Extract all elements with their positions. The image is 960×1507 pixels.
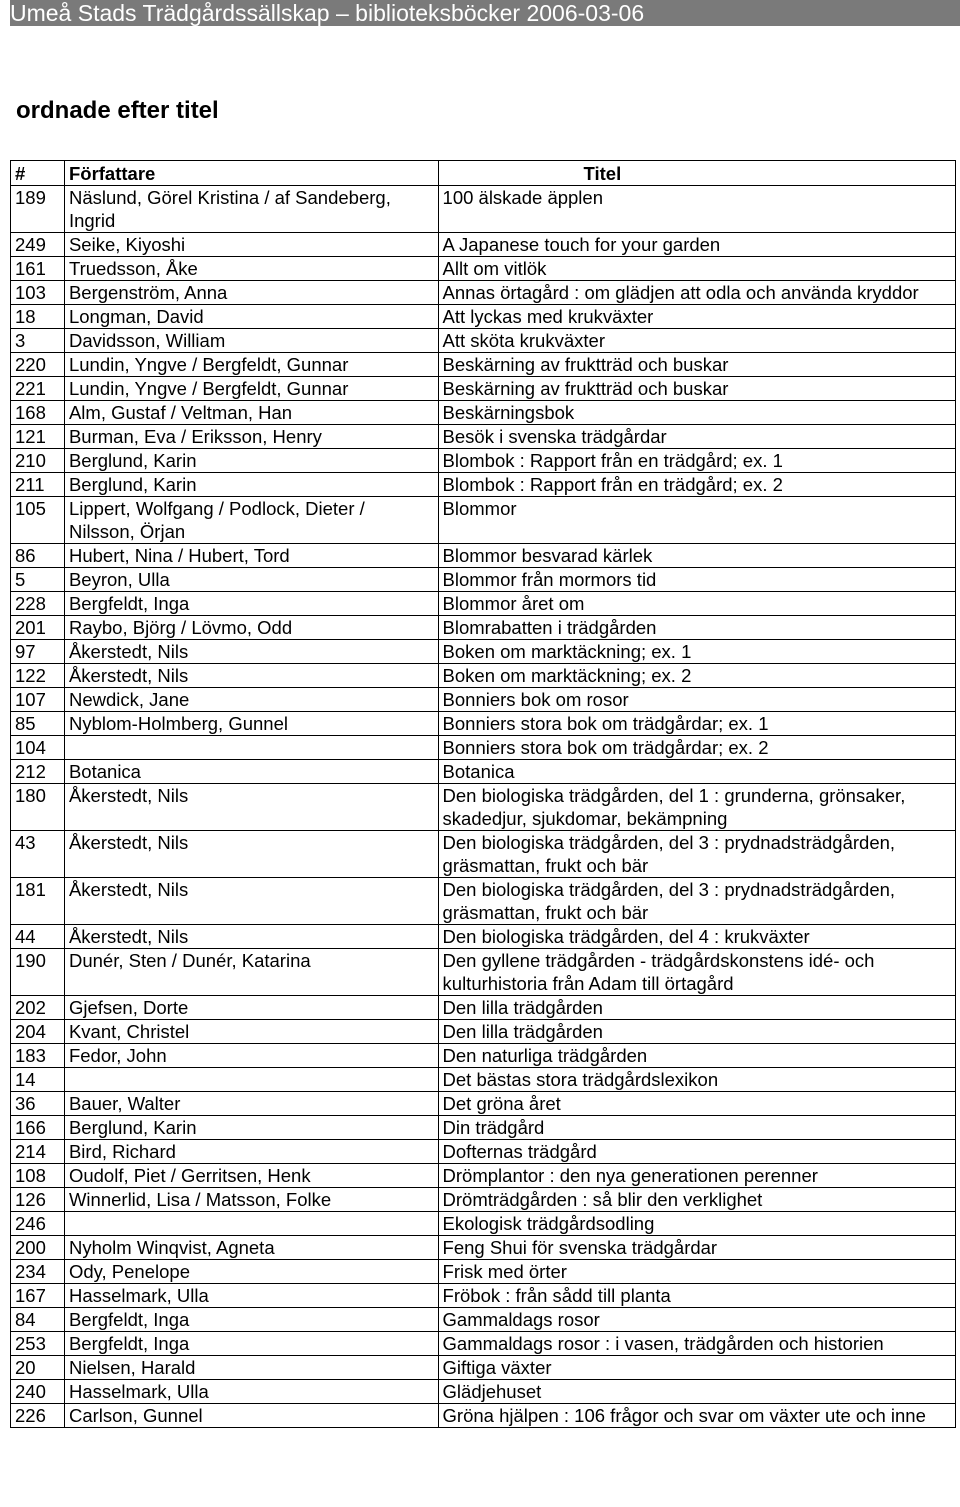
row-number: 167 — [11, 1284, 65, 1308]
column-header-number: # — [11, 161, 65, 186]
row-title: Den naturliga trädgården — [438, 1044, 955, 1068]
row-author: Åkerstedt, Nils — [64, 640, 438, 664]
row-title: Den biologiska trädgården, del 3 : prydnadsträdgården, gräsmattan, frukt och bär — [438, 878, 955, 925]
row-author: Åkerstedt, Nils — [64, 664, 438, 688]
row-title: Allt om vitlök — [438, 257, 955, 281]
row-number: 202 — [11, 996, 65, 1020]
row-author: Berglund, Karin — [64, 449, 438, 473]
row-author: Bergenström, Anna — [64, 281, 438, 305]
row-title: Beskärning av fruktträd och buskar — [438, 377, 955, 401]
row-title: Bonniers stora bok om trädgårdar; ex. 1 — [438, 712, 955, 736]
table-row — [11, 257, 956, 281]
row-title: Beskärning av fruktträd och buskar — [438, 353, 955, 377]
table-row — [11, 1260, 956, 1284]
table-row — [11, 1092, 956, 1116]
table-row — [11, 1308, 956, 1332]
table-row — [11, 1212, 956, 1236]
table-row — [11, 1044, 956, 1068]
table-row — [11, 425, 956, 449]
row-title: Blombok : Rapport från en trädgård; ex. 2 — [438, 473, 955, 497]
row-author: Kvant, Christel — [64, 1020, 438, 1044]
table-row — [11, 473, 956, 497]
row-title: Den biologiska trädgården, del 4 : krukväxter — [438, 925, 955, 949]
row-author: Ody, Penelope — [64, 1260, 438, 1284]
row-number: 20 — [11, 1356, 65, 1380]
row-author: Seike, Kiyoshi — [64, 233, 438, 257]
table-row — [11, 1332, 956, 1356]
row-number: 43 — [11, 831, 65, 878]
row-number: 214 — [11, 1140, 65, 1164]
row-title: Att lyckas med krukväxter — [438, 305, 955, 329]
row-title: Botanica — [438, 760, 955, 784]
table-row — [11, 1188, 956, 1212]
table-header-row — [11, 161, 956, 186]
row-author: Åkerstedt, Nils — [64, 878, 438, 925]
row-title: Gammaldags rosor : i vasen, trädgården och historien — [438, 1332, 955, 1356]
row-title: Den biologiska trädgården, del 3 : prydnadsträdgården, gräsmattan, frukt och bär — [438, 831, 955, 878]
row-title: Frisk med örter — [438, 1260, 955, 1284]
document-header — [10, 0, 960, 26]
row-number: 246 — [11, 1212, 65, 1236]
row-title: Att sköta krukväxter — [438, 329, 955, 353]
row-number: 84 — [11, 1308, 65, 1332]
row-author: Bergfeldt, Inga — [64, 1308, 438, 1332]
row-title: Annas örtagård : om glädjen att odla och använda kryddor — [438, 281, 955, 305]
row-title: Blommor året om — [438, 592, 955, 616]
row-number: 121 — [11, 425, 65, 449]
table-row — [11, 616, 956, 640]
row-title: Blomrabatten i trädgården — [438, 616, 955, 640]
section-title: ordnade efter titel — [16, 97, 219, 124]
row-number: 204 — [11, 1020, 65, 1044]
row-number: 240 — [11, 1380, 65, 1404]
table-row — [11, 1380, 956, 1404]
row-title: Bonniers stora bok om trädgårdar; ex. 2 — [438, 736, 955, 760]
row-author: Raybo, Björg / Lövmo, Odd — [64, 616, 438, 640]
row-number: 181 — [11, 878, 65, 925]
table-row — [11, 712, 956, 736]
row-author — [64, 1212, 438, 1236]
row-number: 85 — [11, 712, 65, 736]
row-number: 234 — [11, 1260, 65, 1284]
row-author: Berglund, Karin — [64, 473, 438, 497]
row-author: Lundin, Yngve / Bergfeldt, Gunnar — [64, 377, 438, 401]
row-number: 226 — [11, 1404, 65, 1428]
row-title: Beskärningsbok — [438, 401, 955, 425]
row-number: 97 — [11, 640, 65, 664]
table-row — [11, 1068, 956, 1092]
row-author: Lippert, Wolfgang / Podlock, Dieter / Nilsson, Örjan — [64, 497, 438, 544]
row-author — [64, 1068, 438, 1092]
row-number: 212 — [11, 760, 65, 784]
row-number: 107 — [11, 688, 65, 712]
row-author: Hasselmark, Ulla — [64, 1284, 438, 1308]
table-row — [11, 281, 956, 305]
row-title: 100 älskade äpplen — [438, 186, 955, 233]
row-title: Besök i svenska trädgårdar — [438, 425, 955, 449]
row-number: 14 — [11, 1068, 65, 1092]
row-author: Bergfeldt, Inga — [64, 1332, 438, 1356]
row-author: Nyblom-Holmberg, Gunnel — [64, 712, 438, 736]
table-row — [11, 497, 956, 544]
row-title: Gammaldags rosor — [438, 1308, 955, 1332]
row-author: Botanica — [64, 760, 438, 784]
table-row — [11, 760, 956, 784]
row-number: 253 — [11, 1332, 65, 1356]
row-number: 161 — [11, 257, 65, 281]
table-body — [11, 186, 956, 1428]
row-number: 105 — [11, 497, 65, 544]
row-author: Nielsen, Harald — [64, 1356, 438, 1380]
row-number: 228 — [11, 592, 65, 616]
table-row — [11, 1356, 956, 1380]
row-title: Det bästas stora trädgårdslexikon — [438, 1068, 955, 1092]
row-number: 108 — [11, 1164, 65, 1188]
row-author — [64, 736, 438, 760]
row-title: Blombok : Rapport från en trädgård; ex. 1 — [438, 449, 955, 473]
row-title: Den gyllene trädgården - trädgårdskonstens idé- och kulturhistoria från Adam till örtagård — [438, 949, 955, 996]
table-row — [11, 784, 956, 831]
table-row — [11, 736, 956, 760]
row-title: Drömträdgården : så blir den verklighet — [438, 1188, 955, 1212]
row-title: Ekologisk trädgårdsodling — [438, 1212, 955, 1236]
row-title: Blommor — [438, 497, 955, 544]
row-author: Åkerstedt, Nils — [64, 831, 438, 878]
row-number: 221 — [11, 377, 65, 401]
table-row — [11, 1140, 956, 1164]
row-number: 166 — [11, 1116, 65, 1140]
row-author: Truedsson, Åke — [64, 257, 438, 281]
row-number: 104 — [11, 736, 65, 760]
row-title: Blommor besvarad kärlek — [438, 544, 955, 568]
row-number: 200 — [11, 1236, 65, 1260]
table-row — [11, 305, 956, 329]
table-row — [11, 568, 956, 592]
row-number: 180 — [11, 784, 65, 831]
row-author: Oudolf, Piet / Gerritsen, Henk — [64, 1164, 438, 1188]
row-author: Carlson, Gunnel — [64, 1404, 438, 1428]
row-number: 36 — [11, 1092, 65, 1116]
row-author: Berglund, Karin — [64, 1116, 438, 1140]
row-number: 190 — [11, 949, 65, 996]
table-row — [11, 949, 956, 996]
row-number: 168 — [11, 401, 65, 425]
table-row — [11, 1020, 956, 1044]
row-title: Boken om marktäckning; ex. 1 — [438, 640, 955, 664]
row-author: Åkerstedt, Nils — [64, 925, 438, 949]
row-title: Boken om marktäckning; ex. 2 — [438, 664, 955, 688]
table-row — [11, 186, 956, 233]
row-title: Din trädgård — [438, 1116, 955, 1140]
row-number: 18 — [11, 305, 65, 329]
row-title: Feng Shui för svenska trädgårdar — [438, 1236, 955, 1260]
row-author: Nyholm Winqvist, Agneta — [64, 1236, 438, 1260]
row-author: Newdick, Jane — [64, 688, 438, 712]
row-title: A Japanese touch for your garden — [438, 233, 955, 257]
table-row — [11, 1116, 956, 1140]
row-title: Drömplantor : den nya generationen perenner — [438, 1164, 955, 1188]
table-row — [11, 377, 956, 401]
table-row — [11, 996, 956, 1020]
row-number: 126 — [11, 1188, 65, 1212]
row-author: Gjefsen, Dorte — [64, 996, 438, 1020]
table-row — [11, 1236, 956, 1260]
table-row — [11, 1404, 956, 1428]
row-author: Dunér, Sten / Dunér, Katarina — [64, 949, 438, 996]
row-author: Beyron, Ulla — [64, 568, 438, 592]
table-row — [11, 1164, 956, 1188]
row-number: 249 — [11, 233, 65, 257]
row-number: 44 — [11, 925, 65, 949]
row-author: Bird, Richard — [64, 1140, 438, 1164]
row-title: Fröbok : från sådd till planta — [438, 1284, 955, 1308]
row-number: 86 — [11, 544, 65, 568]
row-author: Fedor, John — [64, 1044, 438, 1068]
row-title: Den lilla trädgården — [438, 996, 955, 1020]
row-title: Det gröna året — [438, 1092, 955, 1116]
row-number: 211 — [11, 473, 65, 497]
row-author: Bauer, Walter — [64, 1092, 438, 1116]
row-number: 5 — [11, 568, 65, 592]
row-title: Den lilla trädgården — [438, 1020, 955, 1044]
row-title: Bonniers bok om rosor — [438, 688, 955, 712]
row-author: Lundin, Yngve / Bergfeldt, Gunnar — [64, 353, 438, 377]
row-author: Åkerstedt, Nils — [64, 784, 438, 831]
table-row — [11, 353, 956, 377]
row-author: Bergfeldt, Inga — [64, 592, 438, 616]
table-row — [11, 664, 956, 688]
row-number: 210 — [11, 449, 65, 473]
table-row — [11, 640, 956, 664]
row-author: Winnerlid, Lisa / Matsson, Folke — [64, 1188, 438, 1212]
row-author: Alm, Gustaf / Veltman, Han — [64, 401, 438, 425]
row-number: 183 — [11, 1044, 65, 1068]
row-title: Giftiga växter — [438, 1356, 955, 1380]
row-number: 189 — [11, 186, 65, 233]
table-row — [11, 878, 956, 925]
row-number: 122 — [11, 664, 65, 688]
row-number: 220 — [11, 353, 65, 377]
row-number: 201 — [11, 616, 65, 640]
row-author: Burman, Eva / Eriksson, Henry — [64, 425, 438, 449]
row-author: Longman, David — [64, 305, 438, 329]
row-title: Den biologiska trädgården, del 1 : grunderna, grönsaker, skadedjur, sjukdomar, bekämpning — [438, 784, 955, 831]
row-author: Davidsson, William — [64, 329, 438, 353]
row-title: Glädjehuset — [438, 1380, 955, 1404]
row-title: Dofternas trädgård — [438, 1140, 955, 1164]
table-row — [11, 401, 956, 425]
table-row — [11, 831, 956, 878]
table-row — [11, 925, 956, 949]
column-header-author: Författare — [64, 161, 438, 186]
row-author: Näslund, Görel Kristina / af Sandeberg, Ingrid — [64, 186, 438, 233]
table-row — [11, 233, 956, 257]
column-header-title: Titel — [438, 161, 955, 186]
row-number: 3 — [11, 329, 65, 353]
row-number: 103 — [11, 281, 65, 305]
row-author: Hubert, Nina / Hubert, Tord — [64, 544, 438, 568]
table-row — [11, 688, 956, 712]
table-row — [11, 592, 956, 616]
table-row — [11, 329, 956, 353]
row-title: Gröna hjälpen : 106 frågor och svar om växter ute och inne — [438, 1404, 955, 1428]
table-row — [11, 544, 956, 568]
row-title: Blommor från mormors tid — [438, 568, 955, 592]
books-table — [10, 160, 956, 1428]
row-author: Hasselmark, Ulla — [64, 1380, 438, 1404]
table-row — [11, 1284, 956, 1308]
table-row — [11, 449, 956, 473]
document-header-text: Umeå Stads Trädgårdssällskap – biblioteksböcker 2006-03-06 — [10, 0, 645, 26]
